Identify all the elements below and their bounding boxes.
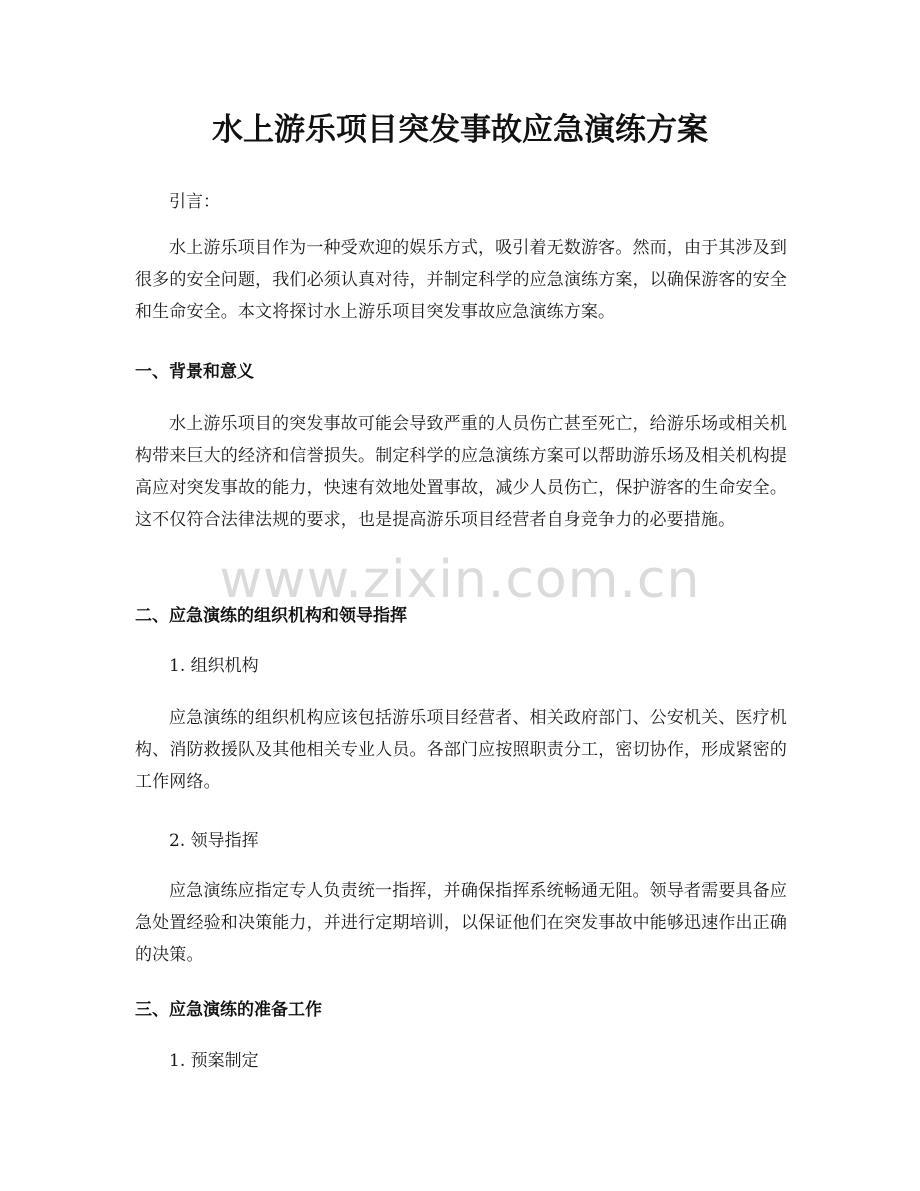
watermark: www.zixin.com.cn bbox=[219, 550, 701, 610]
section-1-heading: 一、背景和意义 bbox=[135, 362, 254, 382]
section-2-heading: 二、应急演练的组织机构和领导指挥 bbox=[135, 606, 407, 626]
section-1-paragraph: 水上游乐项目的突发事故可能会导致严重的人员伤亡甚至死亡，给游乐场或相关机构带来巨大的经济和信誉损失。制定科学的应急演练方案可以帮助游乐场及相关机构提高应对突发事故的能力，快速有效地处置事故，减少人员伤亡，保护游客的生命安全。这不仅符合法律法规的要求，也是提高游乐项目经营者自身竞争力的必要措施。 bbox=[135, 414, 787, 530]
section-2-sub-2-paragraph: 应急演练应指定专人负责统一指挥，并确保指挥系统畅通无阻。领导者需要具备应急处置经验和决策能力，并进行定期培训，以保证他们在突发事故中能够迅速作出正确的决策。 bbox=[135, 881, 787, 965]
section-3-heading: 三、应急演练的准备工作 bbox=[135, 1000, 322, 1020]
section-2-sub-1-paragraph: 应急演练的组织机构应该包括游乐项目经营者、相关政府部门、公安机关、医疗机构、消防救援队及其他相关专业人员。各部门应按照职责分工，密切协作，形成紧密的工作网络。 bbox=[135, 708, 787, 792]
document-title: 水上游乐项目突发事故应急演练方案 bbox=[212, 112, 708, 148]
intro-paragraph: 水上游乐项目作为一种受欢迎的娱乐方式，吸引着无数游客。然而，由于其涉及到很多的安全问题，我们必须认真对待，并制定科学的应急演练方案，以确保游客的安全和生命安全。本文将探讨水上游乐项目突发事故应急演练方案。 bbox=[135, 238, 787, 322]
section-3-sub-1-label: 1. 预案制定 bbox=[169, 1051, 259, 1071]
section-2-sub-1-label: 1. 组织机构 bbox=[169, 656, 259, 676]
intro-label: 引言： bbox=[169, 192, 220, 212]
section-2-sub-2-label: 2. 领导指挥 bbox=[169, 831, 259, 851]
